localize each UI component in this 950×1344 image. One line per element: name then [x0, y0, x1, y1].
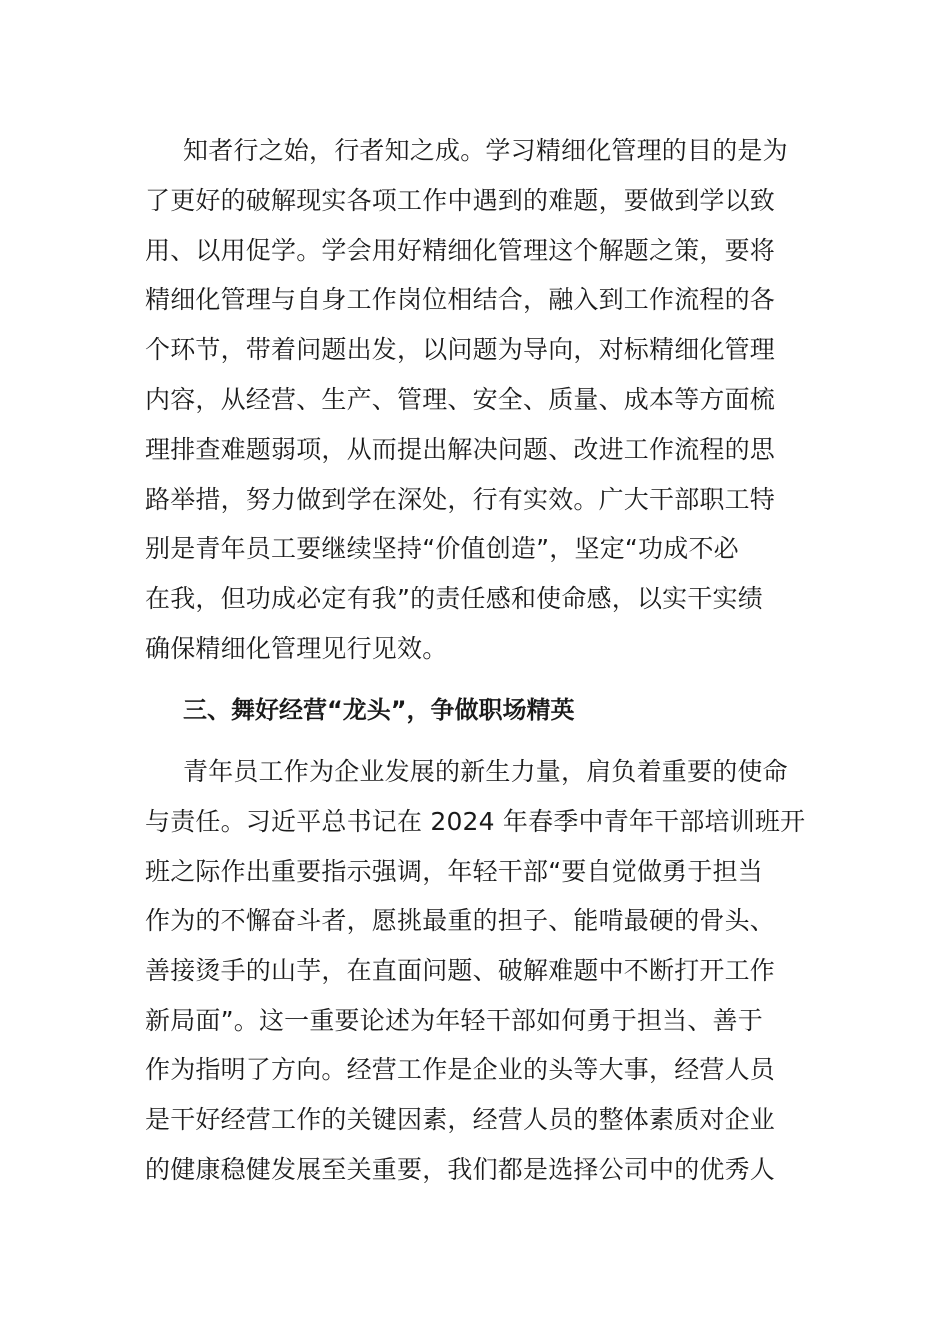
paragraph-2-line: 善接烫手的山芋，在直面问题、破解难题中不断打开工作 — [145, 956, 776, 985]
paragraph-2-line: 的健康稳健发展至关重要，我们都是选择公司中的优秀人 — [145, 1155, 776, 1184]
paragraph-1-line: 个环节，带着问题出发，以问题为导向，对标精细化管理 — [145, 335, 776, 364]
paragraph-2-line: 青年员工作为企业发展的新生力量，肩负着重要的使命 — [183, 757, 788, 786]
paragraph-1-line: 精细化管理与自身工作岗位相结合，融入到工作流程的各 — [145, 285, 776, 314]
paragraph-1-line: 理排查难题弱项，从而提出解决问题、改进工作流程的思 — [145, 435, 776, 464]
paragraph-1-line: 确保精细化管理见行见效。 — [145, 634, 448, 663]
paragraph-2-line: 作为指明了方向。经营工作是企业的头等大事，经营人员 — [145, 1055, 776, 1084]
paragraph-2-line: 班之际作出重要指示强调，年轻干部“要自觉做勇于担当 — [145, 857, 763, 886]
section-heading: 三、舞好经营“龙头”，争做职场精英 — [183, 696, 575, 724]
paragraph-2-line: 作为的不懈奋斗者，愿挑最重的担子、能啃最硬的骨头、 — [145, 906, 776, 935]
paragraph-1-line: 知者行之始，行者知之成。学习精细化管理的目的是为 — [183, 136, 788, 165]
paragraph-2-line: 新局面”。这一重要论述为年轻干部如何勇于担当、善于 — [145, 1006, 763, 1035]
paragraph-2-line: 是干好经营工作的关键因素，经营人员的整体素质对企业 — [145, 1105, 776, 1134]
paragraph-1-line: 路举措，努力做到学在深处，行有实效。广大干部职工特 — [145, 485, 776, 514]
paragraph-1-line: 别是青年员工要继续坚持“价值创造”，坚定“功成不必 — [145, 534, 739, 563]
paragraph-1-line: 用、以用促学。学会用好精细化管理这个解题之策，要将 — [145, 236, 776, 265]
paragraph-1-line: 内容，从经营、生产、管理、安全、质量、成本等方面梳 — [145, 385, 776, 414]
paragraph-2-line: 与责任。习近平总书记在 2024 年春季中青年干部培训班开 — [145, 807, 806, 836]
paragraph-1-line: 在我，但功成必定有我”的责任感和使命感，以实干实绩 — [145, 584, 763, 613]
paragraph-1-line: 了更好的破解现实各项工作中遇到的难题，要做到学以致 — [145, 186, 776, 215]
